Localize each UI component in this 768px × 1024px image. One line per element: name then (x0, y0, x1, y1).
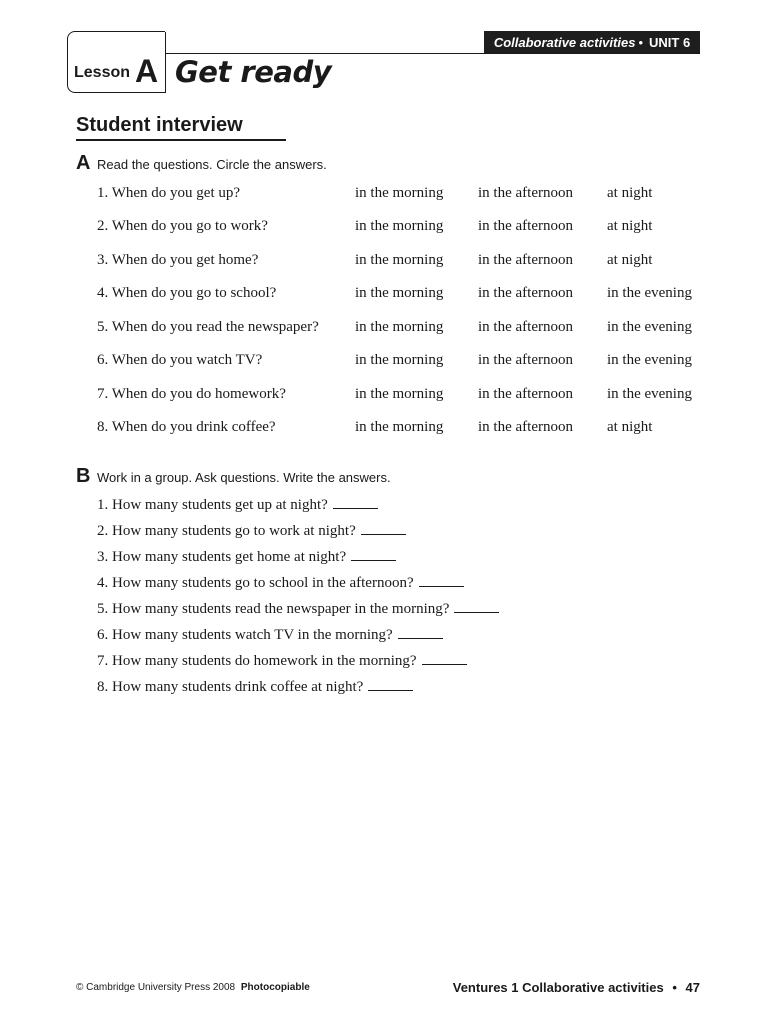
answer-option[interactable]: in the afternoon (478, 319, 573, 335)
question-text: 4. When do you go to school? (97, 285, 277, 301)
answer-option[interactable]: in the afternoon (478, 252, 573, 268)
book-title: Ventures 1 Collaborative activities (452, 980, 664, 995)
answer-option[interactable]: at night (607, 252, 653, 268)
answer-option[interactable]: in the morning (355, 419, 444, 435)
answer-option[interactable]: at night (607, 185, 653, 201)
part-b-instruction: Work in a group. Ask questions. Write the answers. (97, 470, 391, 485)
question-row (0, 285, 768, 305)
answer-blank[interactable] (361, 522, 406, 535)
answer-option[interactable]: in the morning (355, 319, 444, 335)
answer-option[interactable]: in the afternoon (478, 419, 573, 435)
answer-option[interactable]: in the afternoon (478, 218, 573, 234)
footer-separator: • (672, 980, 677, 995)
question-row (0, 352, 768, 372)
answer-option[interactable]: in the evening (607, 319, 692, 335)
lesson-title: Get ready (175, 55, 332, 89)
answer-blank[interactable] (454, 600, 499, 613)
answer-blank[interactable] (351, 548, 396, 561)
group-question-text: 5. How many students read the newspaper in the morning? (97, 601, 450, 617)
part-a-letter: A (76, 152, 91, 174)
question-row (0, 319, 768, 339)
question-text: 5. When do you read the newspaper? (97, 319, 319, 335)
answer-blank[interactable] (419, 574, 464, 587)
answer-option[interactable]: in the morning (355, 218, 444, 234)
question-text: 2. When do you go to work? (97, 218, 268, 234)
answer-option[interactable]: in the morning (355, 352, 444, 368)
group-question (97, 678, 413, 696)
part-a-instruction: Read the questions. Circle the answers. (97, 157, 327, 172)
answer-option[interactable]: in the evening (607, 386, 692, 402)
question-text: 8. When do you drink coffee? (97, 419, 276, 435)
group-question-text: 1. How many students get up at night? (97, 497, 328, 513)
page-number: 47 (685, 980, 700, 995)
unit-tab (484, 31, 700, 53)
section-title: Student interview (76, 114, 243, 136)
group-question (97, 548, 396, 566)
answer-option[interactable]: in the afternoon (478, 185, 573, 201)
answer-blank[interactable] (333, 496, 378, 509)
group-question-text: 3. How many students get home at night? (97, 549, 347, 565)
answer-option[interactable]: in the morning (355, 185, 444, 201)
lesson-letter: A (135, 53, 159, 89)
answer-option[interactable]: in the morning (355, 285, 444, 301)
header-separator: • (638, 34, 643, 50)
group-question (97, 522, 406, 540)
group-question (97, 626, 443, 644)
series-label: Collaborative activities (493, 34, 636, 50)
question-text: 3. When do you get home? (97, 252, 259, 268)
group-question-text: 8. How many students drink coffee at night? (97, 679, 364, 695)
copyright-text: © Cambridge University Press 2008 (76, 982, 236, 993)
group-question-text: 6. How many students watch TV in the morning? (97, 627, 393, 643)
group-question (97, 600, 499, 618)
question-row (0, 252, 768, 272)
answer-option[interactable]: in the afternoon (478, 386, 573, 402)
question-row (0, 386, 768, 406)
group-question-text: 4. How many students go to school in the afternoon? (97, 575, 414, 591)
answer-option[interactable]: in the morning (355, 386, 444, 402)
group-question-text: 7. How many students do homework in the morning? (97, 653, 417, 669)
answer-option[interactable]: in the evening (607, 352, 692, 368)
answer-option[interactable]: at night (607, 218, 653, 234)
header-rule (166, 53, 700, 54)
section-rule (76, 139, 286, 141)
answer-option[interactable]: in the morning (355, 252, 444, 268)
answer-option[interactable]: at night (607, 419, 653, 435)
group-question-text: 2. How many students go to work at night? (97, 523, 356, 539)
answer-option[interactable]: in the afternoon (478, 352, 573, 368)
answer-blank[interactable] (368, 678, 413, 691)
question-row (0, 419, 768, 439)
footer-book (453, 980, 700, 995)
answer-blank[interactable] (422, 652, 467, 665)
unit-label: UNIT 6 (649, 34, 691, 50)
group-question (97, 652, 467, 670)
answer-option[interactable]: in the afternoon (478, 285, 573, 301)
question-text: 7. When do you do homework? (97, 386, 286, 402)
question-text: 1. When do you get up? (97, 185, 241, 201)
question-text: 6. When do you watch TV? (97, 352, 263, 368)
photocopiable-label: Photocopiable (240, 982, 310, 993)
answer-option[interactable]: in the evening (607, 285, 692, 301)
group-question (97, 496, 378, 514)
footer-copyright (76, 982, 310, 993)
lesson-word: Lesson (74, 64, 131, 81)
answer-blank[interactable] (398, 626, 443, 639)
group-question (97, 574, 464, 592)
part-b-letter: B (76, 465, 91, 487)
question-row (0, 218, 768, 238)
question-row (0, 185, 768, 205)
